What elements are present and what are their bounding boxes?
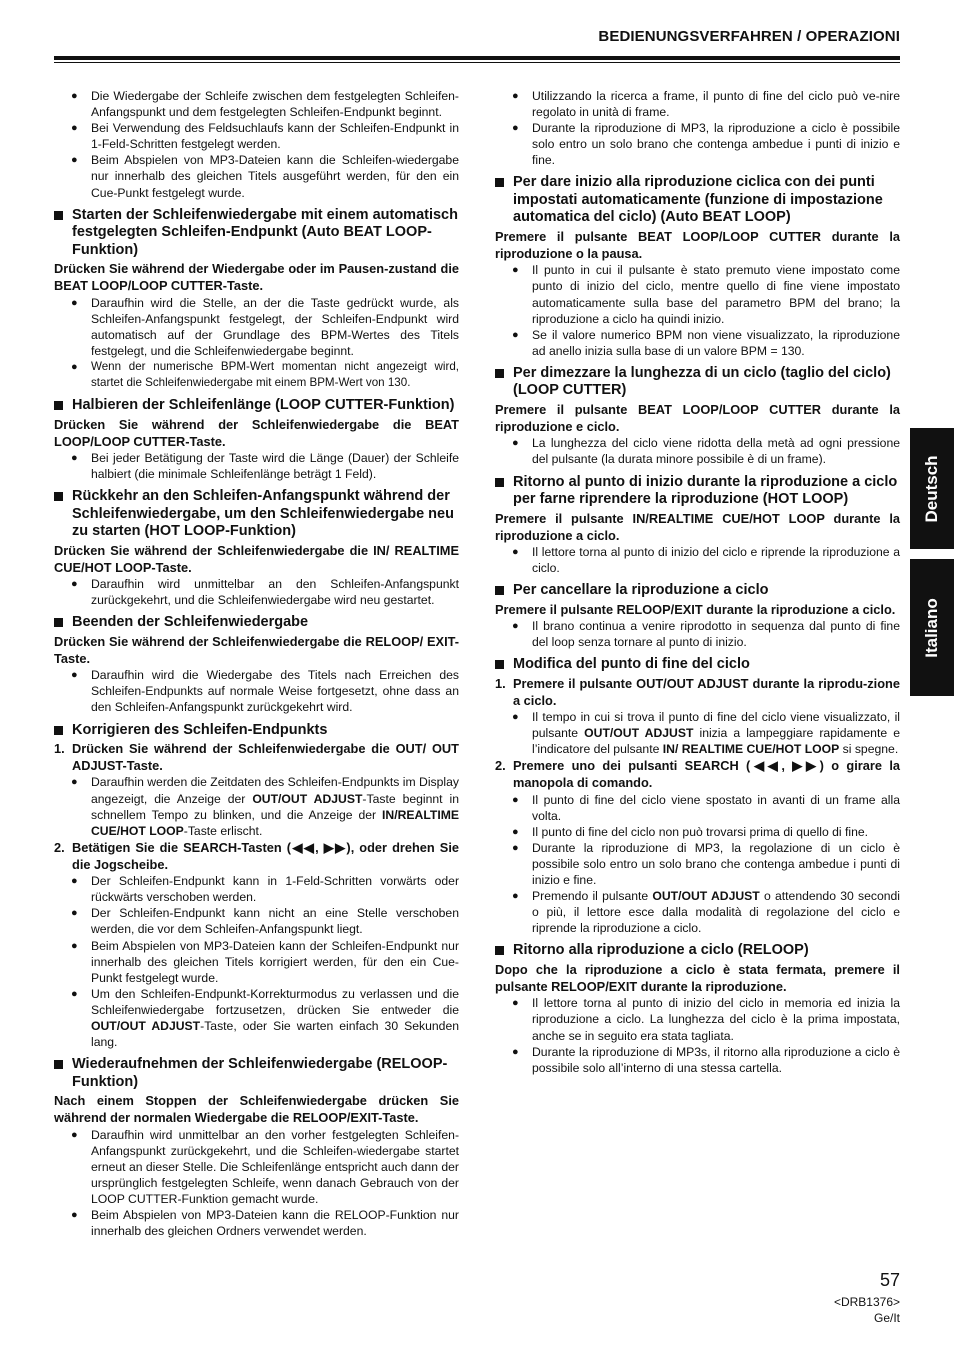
language-tab-italiano: Italiano [910,559,954,696]
section-heading: Per cancellare la riproduzione a ciclo [495,582,900,600]
bullet-item: ● Utilizzando la ricerca a frame, il punto di fine del ciclo può ve-nire regolato in unità di frame. [495,88,900,120]
bullet-item: ● Daraufhin werden die Zeitdaten des Schleifen-Endpunkts im Display angezeigt, die Anzeige der OUT/OUT ADJUST-Taste beginnt in schnellem Tempo zu blinken, und die Anzeige der IN/REALTIME CUE/HOT LOOP-Taste erlischt. [54,774,459,838]
bullet-item: ● Il lettore torna al punto di inizio del ciclo in memoria ed inizia la riproduzione a ciclo. La lunghezza del ciclo è la prima impostata, anche se in seguito era stata tagliata. [495,995,900,1043]
bullet-item: ● Daraufhin wird unmittelbar an den Schleifen-Anfangspunkt zurückgekehrt, und die Schleifenwiedergabe wird neu gestartet. [54,576,459,608]
section-heading: Halbieren der Schleifenlänge (LOOP CUTTER-Funktion) [54,397,459,415]
square-bullet-icon [54,401,63,410]
instruction-text: Drücken Sie während der Schleifenwiedergabe die IN/ REALTIME CUE/HOT LOOP-Taste. [54,542,459,575]
bullet-item: ● Wenn der numerische BPM-Wert momentan nicht angezeigt wird, startet die Schleifenwiedergabe mit einem BPM-Wert von 130. [54,359,459,391]
bullet-item: ● Il tempo in cui si trova il punto di fine del ciclo viene visualizzato, il pulsante OUT/OUT ADJUST inizia a lampeggiare rapidamente e l’indicatore del pulsante IN/ REALTIME CUE/HOT LOOP si spegne. [495,709,900,757]
bullet-item: ● Daraufhin wird die Wiedergabe des Titels nach Erreichen des Schleifen-Endpunkts auf normale Weise fortgesetzt, ohne dass an den Schleifen-Anfangspunkt zurückgekehrt wird. [54,667,459,715]
bullet-item: ● Beim Abspielen von MP3-Dateien kann der Schleifen-Endpunkt nur innerhalb des gleichen Titels korrigiert werden, für den ein Cue-Punkt festgelegt wurde. [54,938,459,986]
bullet-item: ● Premendo il pulsante OUT/OUT ADJUST o attendendo 30 secondi o più, il lettore esce dalla modalità di regolazione del ciclo e riprende la riproduzione a ciclo. [495,888,900,936]
bullet-item: ● Il punto di fine del ciclo viene spostato in avanti di un frame alla volta. [495,792,900,824]
instruction-text: Premere il pulsante RELOOP/EXIT durante la riproduzione a ciclo. [495,601,896,617]
section-heading: Rückkehr an den Schleifen-Anfangspunkt während der Schleifenwiedergabe, um den Schleifenwiedergabe neu zu starten (HOT LOOP-Funktion) [54,488,459,541]
bullet-item: ● Il brano continua a venire riprodotto in sequenza dal punto di fine del loop senza tornare al punto di inizio. [495,618,900,650]
bullet-item: ● Il punto in cui il pulsante è stato premuto viene impostato come punto di inizio del ciclo, mentre quello di fine viene impostato automaticamente sulla base del parametro BPM del brano; la riproduzione a ciclo ha quindi inizio. [495,262,900,326]
bullet-item: ● Durante la riproduzione di MP3s, il ritorno alla riproduzione a ciclo è possibile solo all’interno di una stessa cartella. [495,1044,900,1076]
bullet-item: ● Bei jeder Betätigung der Taste wird die Länge (Dauer) der Schleife halbiert (die minimale Schleifenlänge beträgt 1 Feld). [54,450,459,482]
instruction-text: Premere il pulsante BEAT LOOP/LOOP CUTTER durante la riproduzione o la pausa. [495,228,900,262]
numbered-step: 2. Betätigen Sie die SEARCH-Tasten (◀◀, ▶▶), oder drehen Sie die Jogscheibe. [54,839,459,872]
page-header-title: BEDIENUNGSVERFAHREN / OPERAZIONI [598,28,900,45]
bullet-item: ● Der Schleifen-Endpunkt kann in 1-Feld-Schritten vorwärts oder rückwärts verschoben werden. [54,873,459,905]
square-bullet-icon [495,478,504,487]
bullet-item: ● Il punto di fine del ciclo non può trovarsi prima di quello di fine. [495,824,900,840]
section-heading: Ritorno al punto di inizio durante la riproduzione a ciclo per farne riprendere la riproduzione (HOT LOOP) [495,474,900,509]
square-bullet-icon [54,726,63,735]
bullet-item: ● Beim Abspielen von MP3-Dateien kann die Schleifen-wiedergabe nur innerhalb des gleichen Titels ausgeführt werden, für den ein Cue-Punkt festgelegt wurde. [54,152,459,200]
language-tab-deutsch: Deutsch [910,428,954,549]
instruction-text: Premere il pulsante BEAT LOOP/LOOP CUTTER durante la riproduzione e ciclo. [495,401,900,435]
numbered-step: 2. Premere uno dei pulsanti SEARCH (◀◀, ▶▶) o girare la manopola di comando. [495,758,900,791]
section-heading: Modifica del punto di fine del ciclo [495,656,900,674]
section-heading: Wiederaufnehmen der Schleifenwiedergabe (RELOOP-Funktion) [54,1056,459,1091]
section-heading: Ritorno alla riproduzione a ciclo (RELOOP) [495,942,900,960]
instruction-text: Drücken Sie während der Schleifenwiedergabe die BEAT LOOP/LOOP CUTTER-Taste. [54,416,459,449]
instruction-text: Nach einem Stoppen der Schleifenwiedergabe drücken Sie während der normalen Wiedergabe die RELOOP/EXIT-Taste. [54,1093,459,1126]
square-bullet-icon [495,178,504,187]
numbered-step: 1. Drücken Sie während der Schleifenwiedergabe die OUT/ OUT ADJUST-Taste. [54,741,459,774]
bullet-item: ● Se il valore numerico BPM non viene visualizzato, la riproduzione ad anello inizia sulla base di un valore BPM = 130. [495,327,900,359]
bullet-item: ● Um den Schleifen-Endpunkt-Korrekturmodus zu verlassen und die Schleifenwiedergabe fortzusetzen, drücken Sie entweder die OUT/OUT ADJUST-Taste, oder Sie warten einfach 30 Sekunden lang. [54,986,459,1050]
bullet-item: ● Durante la riproduzione di MP3, la regolazione di un ciclo è possibile solo entro un solo brano che contenga ambedue i punti di inizio e fine. [495,840,900,888]
bullet-item: ● Daraufhin wird die Stelle, an der die Taste gedrückt wurde, als Schleifen-Anfangspunkt festgelegt, der Schleifen-Endpunkt wird automatisch auf der Grundlage des BPM-Wertes des Titels festgelegt, und die Schleifenwiedergabe beginnt. [54,295,459,359]
numbered-step: 1. Premere il pulsante OUT/OUT ADJUST durante la riprodu-zione a ciclo. [495,675,900,708]
column-deutsch [54,88,459,1239]
square-bullet-icon [54,1060,63,1069]
section-heading: Per dimezzare la lunghezza di un ciclo (taglio del ciclo) (LOOP CUTTER) [495,365,900,400]
square-bullet-icon [495,369,504,378]
column-italiano [495,88,900,1076]
section-heading: Starten der Schleifenwiedergabe mit einem automatisch festgelegten Schleifen-Endpunkt (Auto BEAT LOOP-Funktion) [54,207,459,260]
bullet-item: ● Daraufhin wird unmittelbar an den vorher festgelegten Schleifen-Anfangspunkt zurückgekehrt, und die Schleifen-wiedergabe startet erneut an dieser Stelle. Die Schleifenlänge entspricht auch dann der ursprünglich festgelegten Schleife, wenn danach Gebrauch von der LOOP CUTTER-Funktion gemacht wurde. [54,1127,459,1207]
section-heading: Beenden der Schleifenwiedergabe [54,614,459,632]
bullet-item: ● Bei Verwendung des Feldsuchlaufs kann der Schleifen-Endpunkt in 1-Feld-Schritten festgelegt werden. [54,120,459,152]
instruction-text: Premere il pulsante IN/REALTIME CUE/HOT LOOP durante la riproduzione a ciclo. [495,510,900,543]
square-bullet-icon [495,586,504,595]
bullet-item: ● Der Schleifen-Endpunkt kann nicht an eine Stelle verschoben werden, die vor dem Schleifen-Anfangspunkt liegt. [54,905,459,937]
bullet-item: ● Il lettore torna al punto di inizio del ciclo e riprende la riproduzione a ciclo. [495,544,900,576]
square-bullet-icon [495,660,504,669]
instruction-text: Dopo che la riproduzione a ciclo è stata fermata, premere il pulsante RELOOP/EXIT durante la riproduzione. [495,961,900,995]
bullet-item: ● Die Wiedergabe der Schleife zwischen dem festgelegten Schleifen-Anfangspunkt und dem festgelegten Schleifen-Endpunkt beginnt. [54,88,459,120]
bullet-item: ● Beim Abspielen von MP3-Dateien kann die RELOOP-Funktion nur innerhalb des gleichen Ordners verwendet werden. [54,1207,459,1239]
page-number: 57 [879,1270,900,1290]
header-rule-thick [54,56,900,60]
square-bullet-icon [495,946,504,955]
instruction-text: Drücken Sie während der Wiedergabe oder im Pausen-zustand die BEAT LOOP/LOOP CUTTER-Taste. [54,261,459,294]
lang-code-text: Ge/It [873,1311,900,1325]
bullet-item: ● La lunghezza del ciclo viene ridotta della metà ad ogni pressione del pulsante (la durata minore possibile è di un frame). [495,435,900,467]
square-bullet-icon [54,211,63,220]
header-rule-thin [54,62,900,63]
bullet-item: ● Durante la riproduzione di MP3, la riproduzione a ciclo è possibile solo entro un solo brano che contenga ambedue i punti di inizio e fine. [495,120,900,168]
section-heading: Korrigieren des Schleifen-Endpunkts [54,722,459,740]
square-bullet-icon [54,618,63,627]
document-code [834,1294,900,1326]
doc-code-text: <DRB1376> [833,1295,900,1309]
square-bullet-icon [54,492,63,501]
section-heading: Per dare inizio alla riproduzione ciclica con dei punti impostati automaticamente (funzione di impostazione automatica del ciclo) (Auto BEAT LOOP) [495,174,900,227]
instruction-text: Drücken Sie während der Schleifenwiedergabe die RELOOP/ EXIT-Taste. [54,633,459,667]
